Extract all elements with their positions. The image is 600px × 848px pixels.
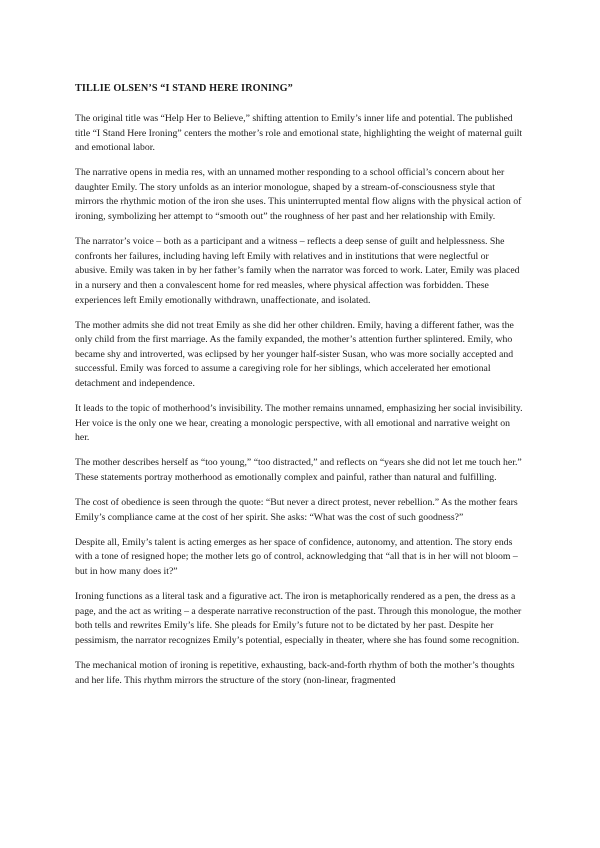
paragraph-narrator-voice: The narrator’s voice – both as a participant and a witness – reflects a deep sense of guilt and helplessness. She confronts her failures, including having left Emily with relatives and in institutions that were neglectful or abusive. Emily was taken in by her father’s family when the narrator was forced to work. Later, Emily was placed in a nursery and then a convalescent home for red measles, where physical affection was forbidden. These experiences left Emily emotionally withdrawn, unaffectionate, and isolated.	[75, 236, 520, 306]
paragraph-cost-of-obedience: The cost of obedience is seen through the quote: “But never a direct protest, never rebellion.” As the mother fears Emily’s compliance came at the cost of her spirit. She asks: “What was the cost of such goodness?”	[75, 497, 518, 523]
paragraph-motherhood-invisibility: It leads to the topic of motherhood’s invisibility. The mother remains unnamed, emphasizing her social invisibility. Her voice is the only one we hear, creating a monologic perspective, with all emotional and narrative weight on her.	[75, 403, 523, 444]
paragraph-ironing-metaphor: Ironing functions as a literal task and a figurative act. The iron is metaphorically rendered as a pen, the dress as a page, and the act as writing – a desperate narrative reconstruction of the past. Through this monologue, the mother both tells and rewrites Emily’s life. She pleads for Emily’s future not to be dictated by her past. Despite her pessimism, the narrator recognizes Emily’s potential, especially in theater, where she has found some recognition.	[75, 591, 522, 646]
paragraph-mother-self-description: The mother describes herself as “too young,” “too distracted,” and reflects on “years she did not let me touch her.” These statements portray motherhood as emotionally complex and painful, rather than natural and fulfilling.	[75, 457, 522, 483]
paragraph-treatment-of-emily: The mother admits she did not treat Emily as she did her other children. Emily, having a different father, was the only child from the first marriage. As the family expanded, the mother’s attention further splintered. Emily, who became shy and introverted, was eclipsed by her younger half-sister Susan, who was more socially accepted and successful. Emily was forced to assume a caregiving role for her siblings, which accelerated her emotional detachment and independence.	[75, 319, 514, 389]
paragraph-emily-talent: Despite all, Emily’s talent is acting emerges as her space of confidence, autonomy, and attention. The story ends with a tone of resigned hope; the mother lets go of control, acknowledging that “all that is in her will not bloom – but in how many does it?”	[75, 536, 518, 577]
paragraph-original-title: The original title was “Help Her to Believe,” shifting attention to Emily’s inner life and potential. The published title “I Stand Here Ironing” centers the mother’s role and emotional state, highlighting the weight of maternal guilt and emotional labor.	[75, 113, 523, 154]
paragraph-ironing-rhythm: The mechanical motion of ironing is repetitive, exhausting, back-and-forth rhythm of both the mother’s thoughts and her life. This rhythm mirrors the structure of the story (non-linear, fragmented	[75, 659, 515, 686]
paragraph-narrative-opening: The narrative opens in media res, with an unnamed mother responding to a school official’s concern about her daughter Emily. The story unfolds as an interior monologue, shaped by a stream-of-consciousness style that mirrors the rhythmic motion of the iron she uses. This uninterrupted mental flow aligns with the physical action of ironing, symbolizing her attempt to “smooth out” the roughness of her past and her relationship with Emily.	[75, 167, 522, 223]
document-title: TILLIE OLSEN’S “I STAND HERE IRONING”	[75, 83, 293, 94]
document-body	[75, 82, 523, 699]
